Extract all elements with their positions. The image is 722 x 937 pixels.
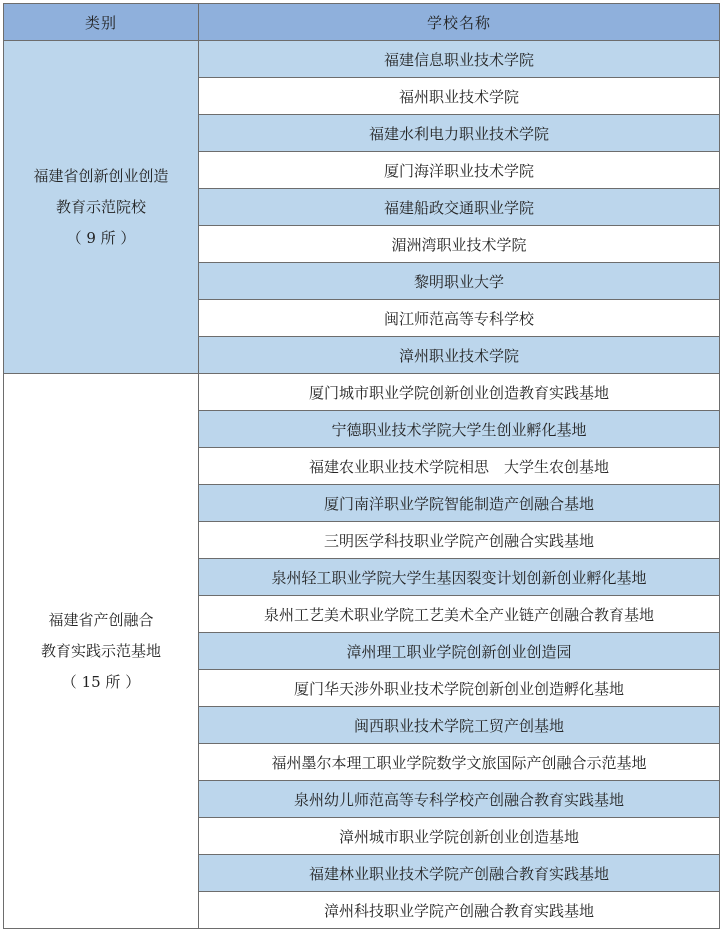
school-cell: 漳州科技职业学院产创融合教育实践基地 [199,892,720,929]
school-cell: 宁德职业技术学院大学生创业孵化基地 [199,411,720,448]
school-cell: 福建信息职业技术学院 [199,41,720,78]
school-cell: 福建农业职业技术学院相思 大学生农创基地 [199,448,720,485]
school-cell: 福州职业技术学院 [199,78,720,115]
school-cell: 厦门南洋职业学院智能制造产创融合基地 [199,485,720,522]
category-count: （ 9 所 ） [66,228,136,247]
category-line: 教育实践示范基地 [40,641,161,660]
header-category: 类别 [4,4,199,41]
header-school-name: 学校名称 [199,4,720,41]
school-table [3,3,720,929]
school-cell: 厦门海洋职业技术学院 [199,152,720,189]
school-cell: 闽西职业技术学院工贸产创基地 [199,707,720,744]
school-cell: 漳州理工职业学院创新创业创造园 [199,633,720,670]
school-cell: 湄洲湾职业技术学院 [199,226,720,263]
table-row [4,374,720,411]
school-cell: 福州墨尔本理工职业学院数学文旅国际产创融合示范基地 [199,744,720,781]
school-cell: 泉州幼儿师范高等专科学校产创融合教育实践基地 [199,781,720,818]
school-cell: 厦门城市职业学院创新创业创造教育实践基地 [199,374,720,411]
header-row [4,4,720,41]
school-cell: 厦门华天涉外职业技术学院创新创业创造孵化基地 [199,670,720,707]
school-cell: 三明医学科技职业学院产创融合实践基地 [199,522,720,559]
category-cell-demo-schools [4,41,199,374]
category-count: （ 15 所 ） [61,672,141,691]
school-cell: 漳州城市职业学院创新创业创造基地 [199,818,720,855]
category-cell-practice-bases [4,374,199,929]
category-line: 福建省产创融合 [48,610,154,629]
school-cell: 闽江师范高等专科学校 [199,300,720,337]
school-cell: 漳州职业技术学院 [199,337,720,374]
school-cell: 福建水利电力职业技术学院 [199,115,720,152]
category-line: 教育示范院校 [55,197,146,216]
school-cell: 福建船政交通职业学院 [199,189,720,226]
school-cell: 黎明职业大学 [199,263,720,300]
school-cell: 福建林业职业技术学院产创融合教育实践基地 [199,855,720,892]
table-row [4,41,720,78]
school-cell: 泉州工艺美术职业学院工艺美术全产业链产创融合教育基地 [199,596,720,633]
school-cell: 泉州轻工职业学院大学生基因裂变计划创新创业孵化基地 [199,559,720,596]
category-line: 福建省创新创业创造 [33,166,169,185]
